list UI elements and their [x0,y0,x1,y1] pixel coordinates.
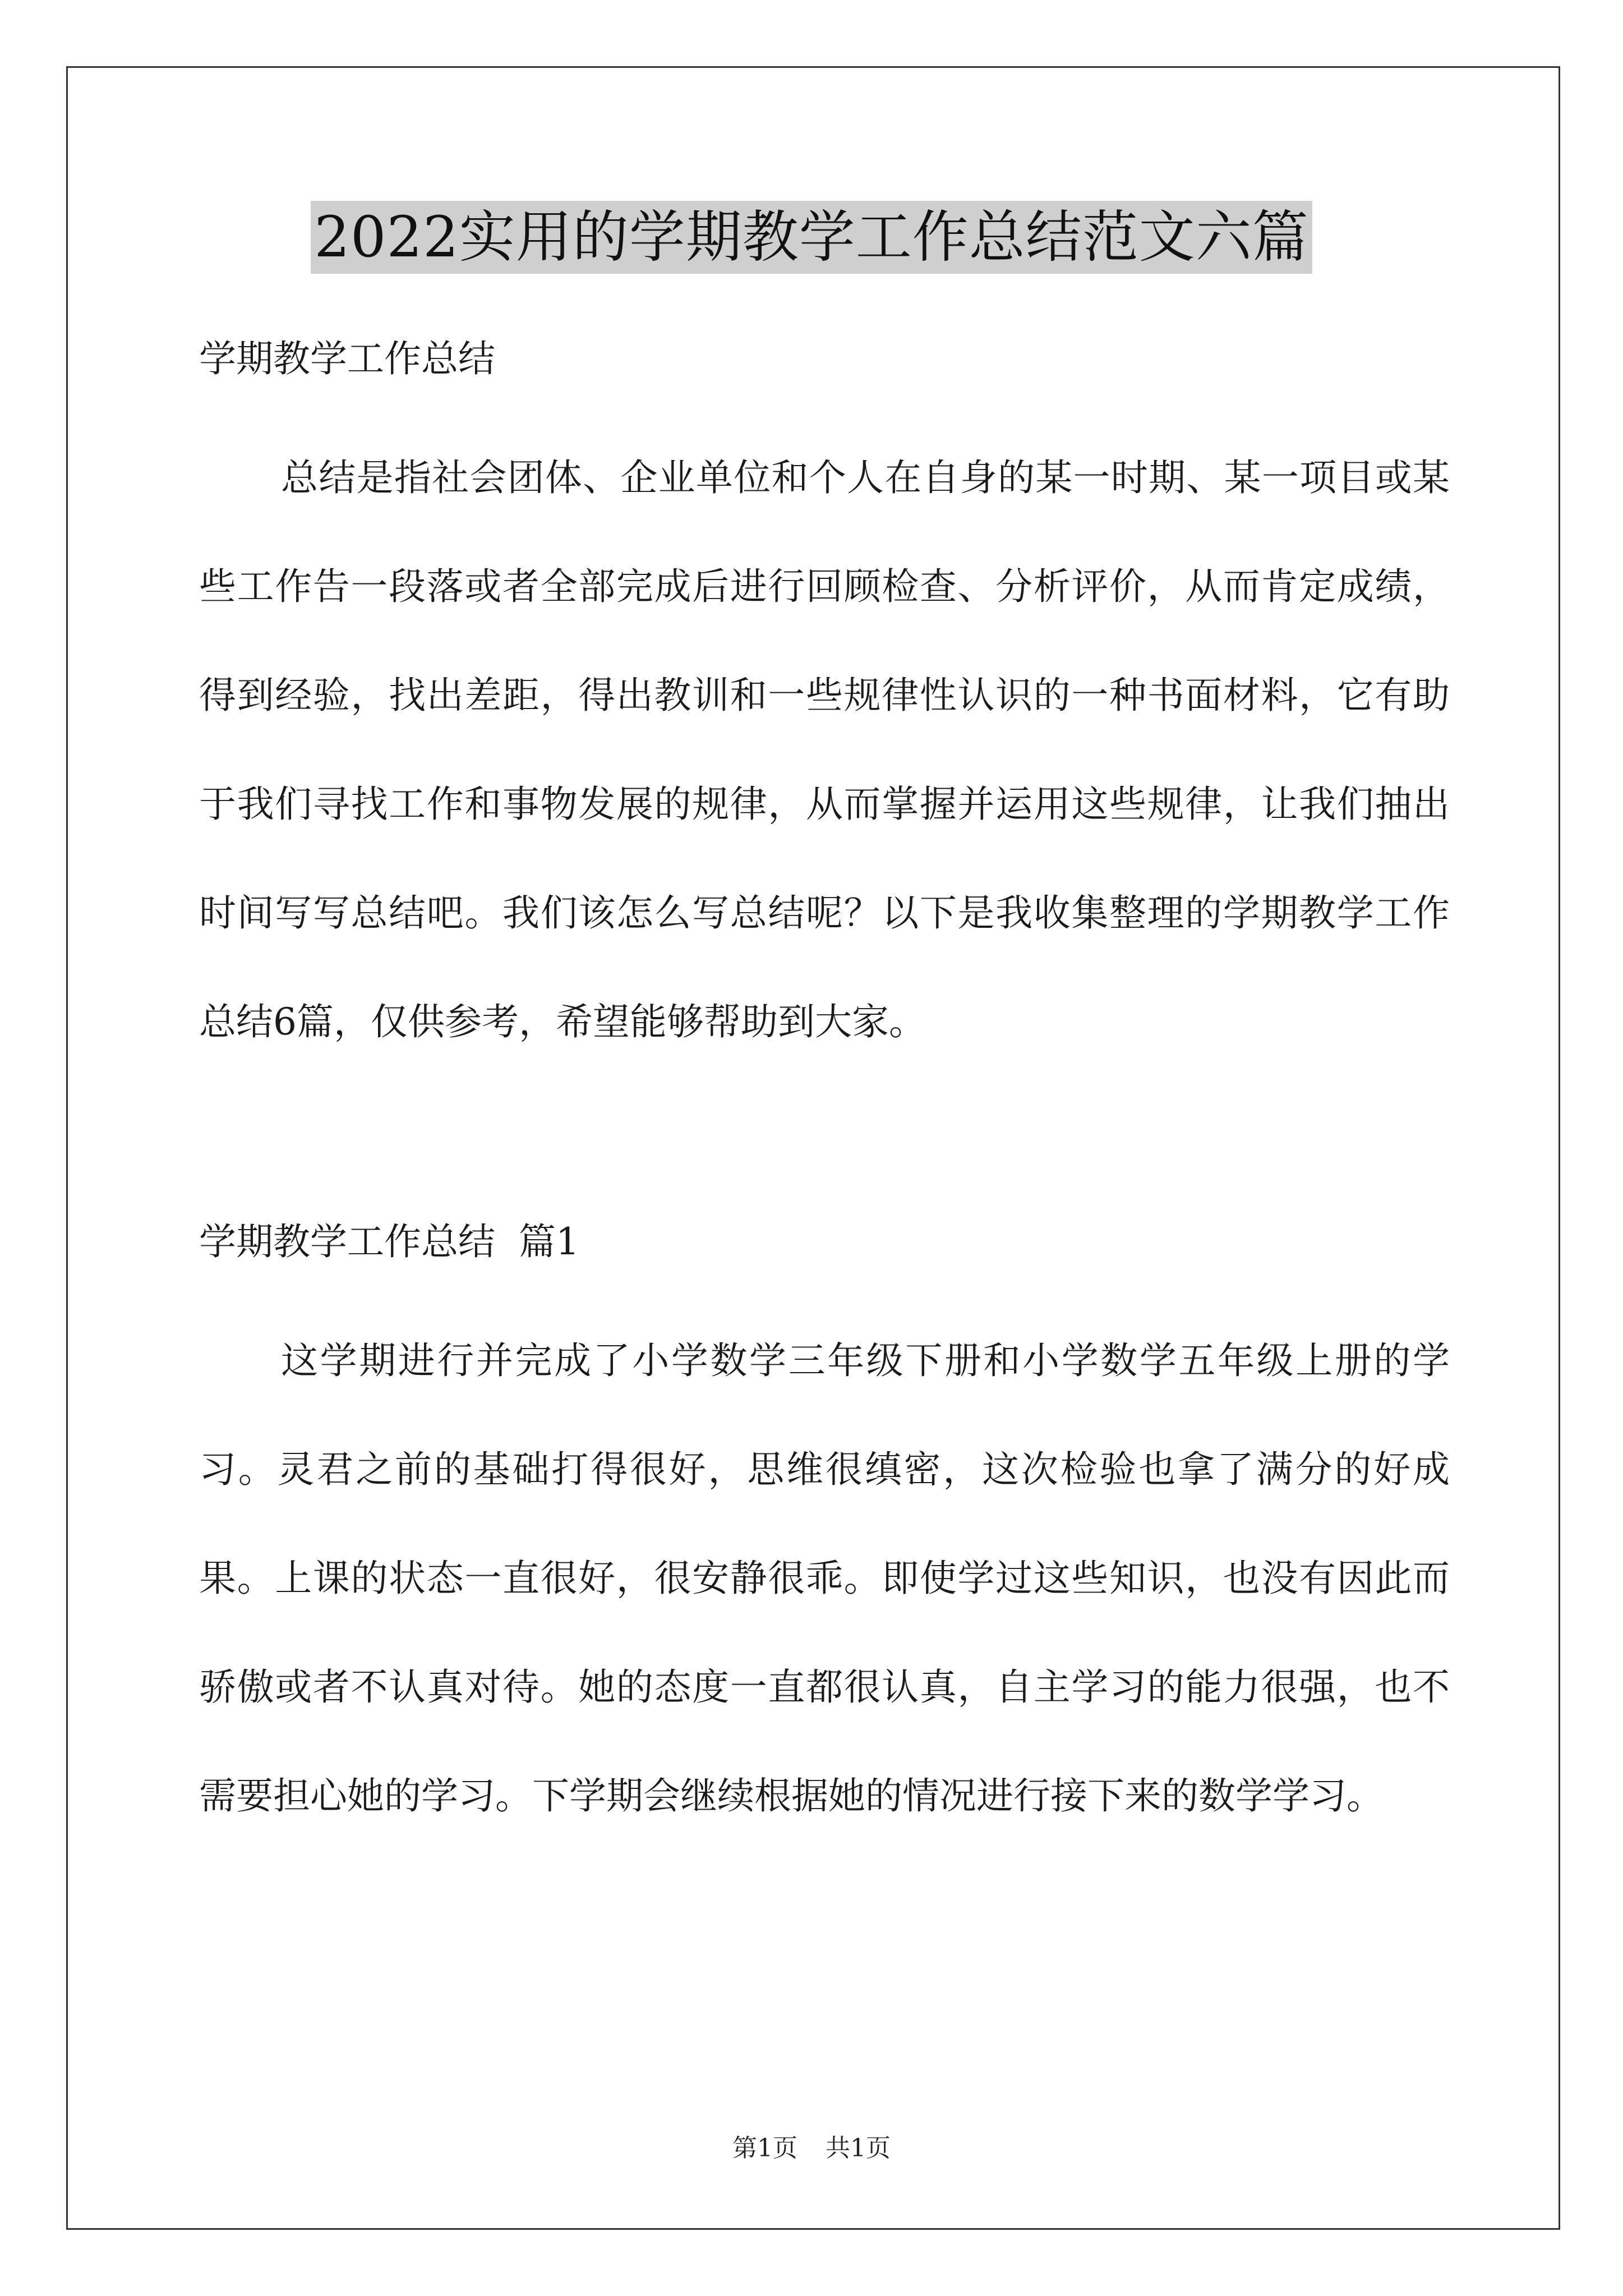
document-body [199,334,1450,1851]
page-footer [0,2132,1623,2165]
section-1-heading: 学期教学工作总结 篇1 [199,1220,579,1263]
document-title: 2022实用的学期教学工作总结范文六篇 [311,201,1312,274]
page-number-current: 第1页 [732,2134,797,2162]
intro-paragraph: 总结是指社会团体、企业单位和个人在自身的某一时期、某一项目或某些工作告一段落或者全部完成后进行回顾检查、分析评价，从而肯定成绩，得到经验，找出差距，得出教训和一些规律性认识的一种书面材料，它有助于我们寻找工作和事物发展的规律，从而掌握并运用这些规律，让我们抽出时间写写总结吧。我们该怎么写总结呢？以下是我收集整理的学期教学工作总结6篇，仅供参考，希望能够帮助到大家。 [199,456,1450,1043]
title-container [0,201,1623,274]
intro-heading: 学期教学工作总结 [199,337,495,380]
page-number-total: 共1页 [826,2134,891,2162]
section-1-paragraph: 这学期进行并完成了小学数学三年级下册和小学数学五年级上册的学习。灵君之前的基础打得很好，思维很缜密，这次检验也拿了满分的好成果。上课的状态一直很好，很安静很乖。即使学过这些知识，也没有因此而骄傲或者不认真对待。她的态度一直都很认真，自主学习的能力很强，也不需要担心她的学习。下学期会继续根据她的情况进行接下来的数学学习。 [199,1339,1450,1818]
